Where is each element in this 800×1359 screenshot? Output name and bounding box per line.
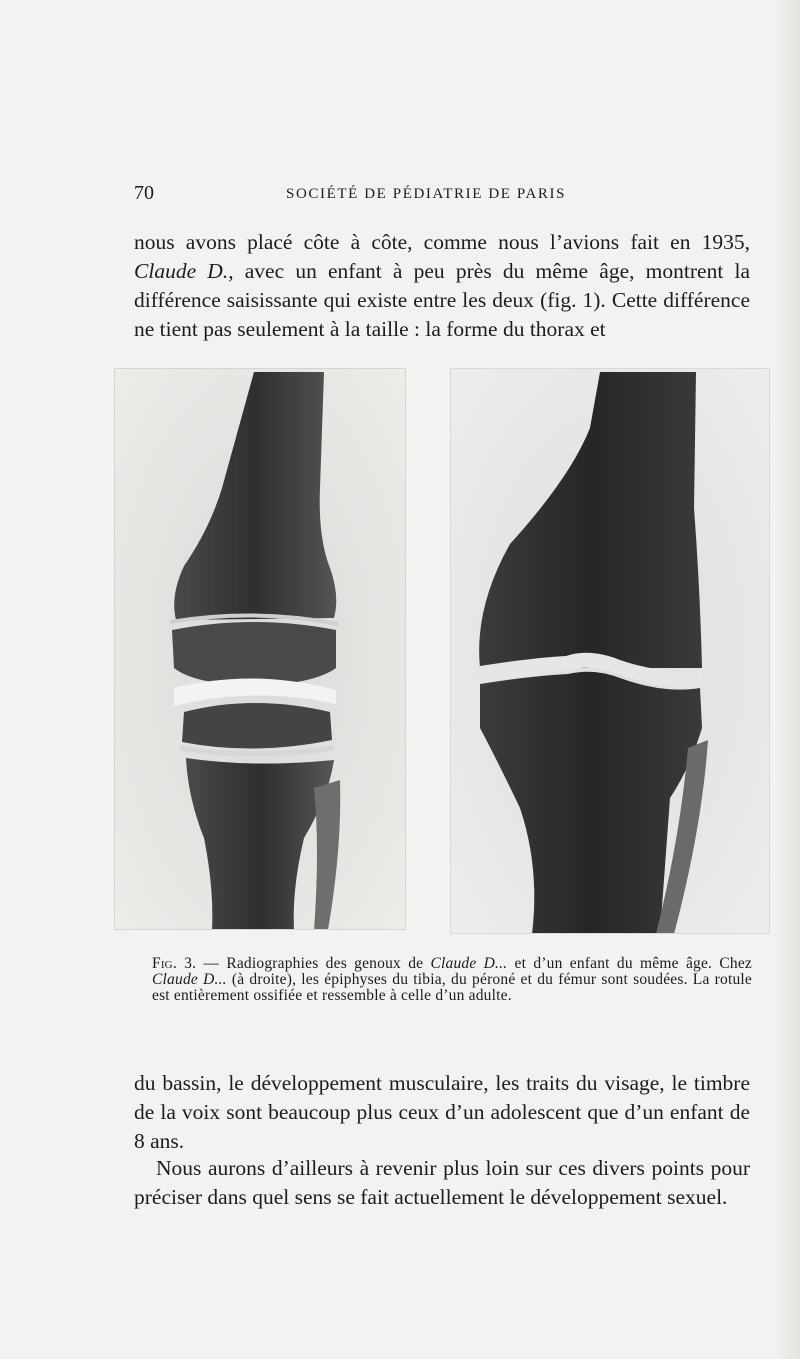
paragraph-1-text-a: nous avons placé côte à côte, comme nous l’avions fait en 1935, [134,230,750,254]
right-knee-radiograph [450,368,770,934]
caption-text-a: Radiographies des genoux de [226,955,431,972]
left-knee-radiograph [114,368,406,930]
page-edge-shadow [774,0,800,1359]
journal-title: SOCIÉTÉ DE PÉDIATRIE DE PARIS [286,186,567,202]
paragraph-1-text-b: , avec un enfant à peu près du même âge, montrent la différence saisissante qui existe entre les deux (fig. 1). Cette différence ne tient pas seulement à la taille : la forme du thorax et [134,259,750,341]
caption-text-c: (à droite), les épiphyses du tibia, du péroné et du fémur sont soudées. La rotule est entièrement ossifiée et ressemble à celle d’un adulte. [152,971,753,1004]
page-number: 70 [134,182,154,204]
paragraph-1-name: Claude D. [134,259,229,283]
paragraph-1 [134,228,750,344]
paragraph-3: Nous aurons d’ailleurs à revenir plus loin sur ces divers points pour préciser dans quel sens se fait actuellement le développement sexuel. [134,1156,750,1209]
figure-radiographs [114,368,770,934]
caption-name-2: Claude D... [152,971,227,988]
caption-text-b: et d’un enfant du même âge. Chez [507,955,752,972]
caption-fig-label: Fig. 3. [152,955,197,972]
caption-dash: — [196,955,227,972]
caption-name-1: Claude D... [430,955,508,972]
running-head [134,182,750,208]
paragraph-2: du bassin, le développement musculaire, les traits du visage, le timbre de la voix sont beaucoup plus ceux d’un adolescent que d’un enfant de 8 ans. [134,1071,750,1153]
figure-caption [152,956,752,1004]
